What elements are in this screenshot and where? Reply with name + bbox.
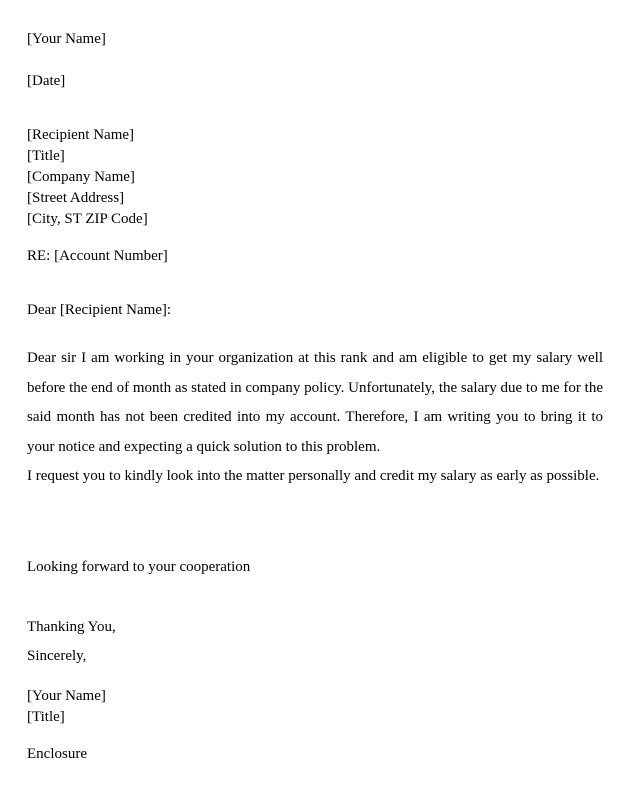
closing-remark: Looking forward to your cooperation bbox=[27, 559, 251, 575]
body-paragraph-1: Dear sir I am working in your organization at this rank and am eligible to get my salary well before the end of month as stated in company policy. Unfortunately, the salary due to me for the said month has not been credited into my account. Therefore, I am writing you to bring it to your notice and expecting a quick solution to this problem. bbox=[27, 350, 603, 455]
thanks-line: Thanking You, bbox=[27, 619, 116, 635]
signature-name: [Your Name] bbox=[27, 688, 106, 704]
body-paragraph-2: I request you to kindly look into the matter personally and credit my salary as early as possible. bbox=[27, 468, 600, 484]
signature-block bbox=[27, 686, 106, 728]
recipient-address-block bbox=[27, 125, 148, 230]
sign-off: Sincerely, bbox=[27, 648, 87, 664]
salutation: Dear [Recipient Name]: bbox=[27, 302, 172, 318]
sender-name: [Your Name] bbox=[27, 31, 106, 47]
recipient-name: [Recipient Name] bbox=[27, 127, 135, 143]
signature-title: [Title] bbox=[27, 709, 65, 725]
letter-body bbox=[27, 344, 603, 492]
recipient-company: [Company Name] bbox=[27, 169, 135, 185]
recipient-street: [Street Address] bbox=[27, 190, 125, 206]
recipient-title: [Title] bbox=[27, 148, 65, 164]
letter-date: [Date] bbox=[27, 73, 66, 89]
recipient-city: [City, ST ZIP Code] bbox=[27, 211, 148, 227]
reference-line: RE: [Account Number] bbox=[27, 248, 168, 264]
enclosure-note: Enclosure bbox=[27, 746, 87, 762]
